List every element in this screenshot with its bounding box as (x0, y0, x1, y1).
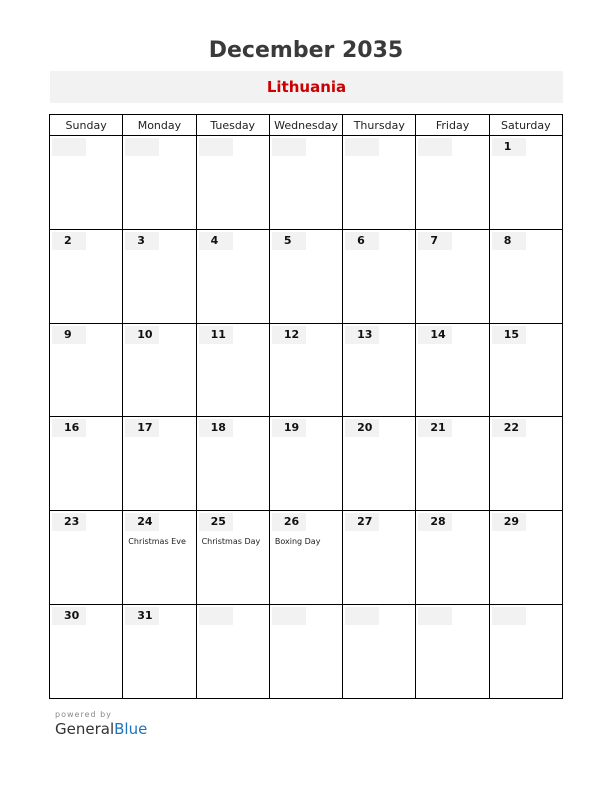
day-number: 25 (199, 513, 233, 531)
day-cell (123, 323, 196, 417)
day-number: 23 (52, 513, 86, 531)
day-number (418, 138, 452, 156)
day-number (345, 607, 379, 625)
day-number: 26 (272, 513, 306, 531)
day-cell (123, 136, 196, 230)
day-number: 4 (199, 232, 233, 250)
weekday-header: Wednesday (269, 115, 342, 136)
day-cell (50, 511, 123, 605)
day-number: 16 (52, 419, 86, 437)
day-number: 31 (125, 607, 159, 625)
week-row (50, 511, 563, 605)
day-cell (196, 511, 269, 605)
day-cell (489, 229, 562, 323)
day-cell (123, 417, 196, 511)
day-cell (50, 136, 123, 230)
day-number: 12 (272, 326, 306, 344)
day-cell (269, 605, 342, 699)
day-cell (416, 417, 489, 511)
day-number: 27 (345, 513, 379, 531)
country-name: Lithuania (266, 78, 347, 96)
day-number: 30 (52, 607, 86, 625)
day-cell (343, 136, 416, 230)
weekday-header: Thursday (343, 115, 416, 136)
brand-blue-text: Blue (114, 720, 148, 738)
day-number: 28 (418, 513, 452, 531)
day-number: 8 (492, 232, 526, 250)
day-number: 2 (52, 232, 86, 250)
day-number (199, 138, 233, 156)
day-number: 11 (199, 326, 233, 344)
day-cell (343, 417, 416, 511)
day-number: 15 (492, 326, 526, 344)
weekday-header: Monday (123, 115, 196, 136)
day-number: 19 (272, 419, 306, 437)
day-number: 9 (52, 326, 86, 344)
day-number: 5 (272, 232, 306, 250)
holiday-label: Christmas Day (201, 537, 261, 547)
day-number: 21 (418, 419, 452, 437)
day-number: 18 (199, 419, 233, 437)
day-number: 13 (345, 326, 379, 344)
week-row (50, 417, 563, 511)
day-cell (50, 417, 123, 511)
footer-branding (55, 710, 147, 738)
day-number (272, 607, 306, 625)
day-number: 20 (345, 419, 379, 437)
country-banner (50, 71, 563, 103)
day-cell (269, 136, 342, 230)
day-cell (489, 511, 562, 605)
day-number (199, 607, 233, 625)
week-row (50, 323, 563, 417)
day-number: 14 (418, 326, 452, 344)
day-number (492, 607, 526, 625)
day-cell (196, 229, 269, 323)
day-number (418, 607, 452, 625)
week-row (50, 229, 563, 323)
day-cell (196, 136, 269, 230)
day-cell (343, 323, 416, 417)
day-cell (196, 605, 269, 699)
week-row (50, 605, 563, 699)
day-cell (196, 323, 269, 417)
weekday-header-row (50, 115, 563, 136)
day-number: 24 (125, 513, 159, 531)
powered-by-text: powered by (55, 710, 112, 719)
day-number (272, 138, 306, 156)
day-number: 3 (125, 232, 159, 250)
day-number (125, 138, 159, 156)
brand-logo[interactable] (55, 720, 147, 738)
day-number (345, 138, 379, 156)
day-cell (123, 229, 196, 323)
day-cell (343, 229, 416, 323)
holiday-label: Boxing Day (274, 537, 321, 547)
day-cell (343, 511, 416, 605)
day-number: 10 (125, 326, 159, 344)
day-cell (269, 323, 342, 417)
day-cell (269, 511, 342, 605)
day-cell (416, 605, 489, 699)
holiday-label: Christmas Eve (128, 537, 186, 547)
weekday-header: Saturday (489, 115, 562, 136)
day-cell (489, 323, 562, 417)
day-number: 7 (418, 232, 452, 250)
day-number: 17 (125, 419, 159, 437)
week-row (50, 136, 563, 230)
calendar-grid (49, 114, 563, 699)
day-cell (489, 417, 562, 511)
day-cell (269, 229, 342, 323)
day-number: 1 (492, 138, 526, 156)
weekday-header: Sunday (50, 115, 123, 136)
weekday-header: Tuesday (196, 115, 269, 136)
day-number: 22 (492, 419, 526, 437)
day-cell (343, 605, 416, 699)
day-cell (416, 229, 489, 323)
day-cell (123, 511, 196, 605)
page-title: December 2035 (208, 38, 404, 63)
day-cell (50, 605, 123, 699)
day-cell (416, 511, 489, 605)
day-cell (416, 323, 489, 417)
brand-general-text: General (55, 720, 115, 738)
day-cell (50, 323, 123, 417)
day-number: 29 (492, 513, 526, 531)
day-cell (489, 136, 562, 230)
day-cell (489, 605, 562, 699)
day-cell (50, 229, 123, 323)
day-number: 6 (345, 232, 379, 250)
day-cell (123, 605, 196, 699)
weekday-header: Friday (416, 115, 489, 136)
day-cell (196, 417, 269, 511)
day-cell (269, 417, 342, 511)
day-number (52, 138, 86, 156)
day-cell (416, 136, 489, 230)
